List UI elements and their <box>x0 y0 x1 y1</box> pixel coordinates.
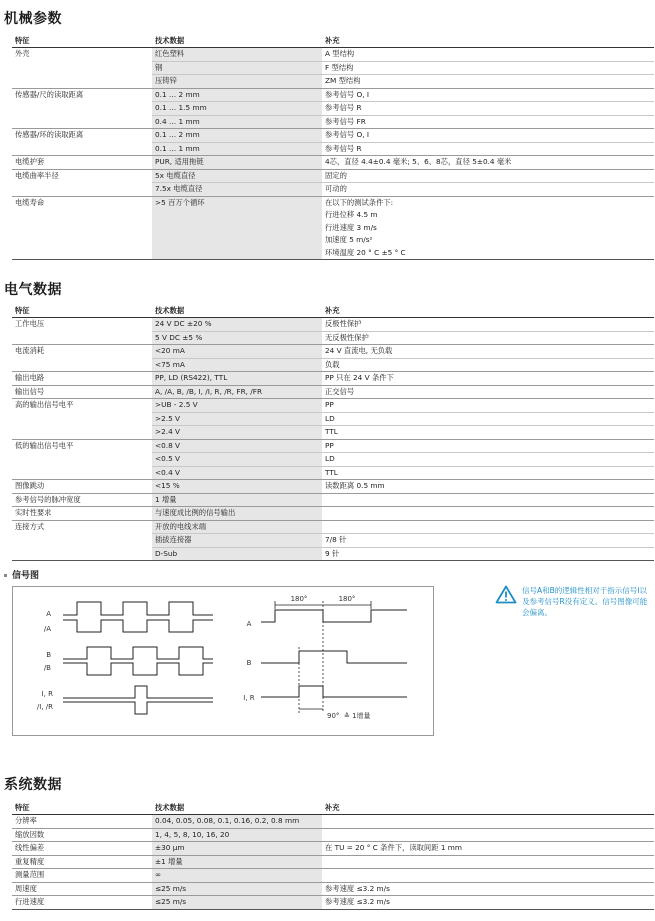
sys-title: 系统数据 <box>4 777 62 793</box>
table-row <box>12 196 654 209</box>
table-cell: 开放的电线末端 <box>152 520 322 534</box>
table-cell: 输出电路 <box>12 372 152 386</box>
table-cell <box>12 247 152 260</box>
table-row <box>12 507 654 521</box>
table-cell: <0.8 V <box>152 439 322 453</box>
table-cell: 反极性保护 <box>325 319 362 328</box>
table-cell: <75 mA <box>152 358 322 372</box>
table-row <box>12 385 654 399</box>
col-header: 补充 <box>322 35 654 48</box>
signal-heading <box>4 568 39 581</box>
table-cell <box>12 183 152 197</box>
table-cell: 压铸锌 <box>152 75 322 89</box>
table-row <box>12 222 654 235</box>
table-cell <box>322 869 654 883</box>
label-i: I, R <box>41 690 53 698</box>
table-row <box>12 318 654 332</box>
table-cell: 低的输出信号电平 <box>12 439 152 453</box>
table-cell <box>12 453 152 467</box>
table-cell <box>12 115 152 129</box>
label-right-b: B <box>246 659 252 667</box>
table-row <box>12 547 654 561</box>
table-cell: 无反极性保护 <box>322 331 654 345</box>
sys-table <box>12 802 654 910</box>
wave-not-i <box>63 702 213 714</box>
table-row <box>12 439 654 453</box>
table-cell: <0.4 V <box>152 466 322 480</box>
table-cell: A 型结构 <box>325 49 355 58</box>
table-cell: PP <box>322 399 654 413</box>
table-cell: 1, 4, 5, 8, 10, 16, 20 <box>152 828 322 842</box>
table-cell: 行进速度 <box>12 896 152 910</box>
wave-right-i <box>261 686 407 697</box>
wave-a <box>63 602 213 615</box>
mech-table <box>12 35 654 260</box>
table-row <box>12 466 654 480</box>
table-cell: 参考信号 O, I <box>322 129 654 143</box>
signal-title: 信号图 <box>12 571 40 581</box>
table-cell: 正交信号 <box>322 385 654 399</box>
table-cell: 可动的 <box>322 183 654 197</box>
table-cell: 行进位移 4.5 m <box>325 210 378 219</box>
sys-rows <box>12 815 654 910</box>
table-cell: LD <box>322 453 654 467</box>
table-row <box>12 129 654 143</box>
table-cell: <20 mA <box>152 345 322 359</box>
table-cell: PP <box>322 439 654 453</box>
table-cell: 传感器/环的读取距离 <box>12 129 152 143</box>
table-cell: 实时性要求 <box>12 507 152 521</box>
table-cell <box>12 75 152 89</box>
table-cell: <0.5 V <box>152 453 322 467</box>
col-header: 补充 <box>322 305 654 318</box>
wave-not-b <box>63 663 213 675</box>
table-cell: ±1 增量 <box>152 855 322 869</box>
deg-label-2: 180° <box>338 595 356 603</box>
col-header: 特征 <box>12 305 152 318</box>
label-not-a: /A <box>43 625 51 633</box>
table-row <box>12 372 654 386</box>
table-cell: 电缆护套 <box>12 156 152 170</box>
table-cell: ≤25 m/s <box>152 882 322 896</box>
table-cell: 图像跳动 <box>12 480 152 494</box>
table-cell: 线性偏差 <box>12 842 152 856</box>
table-cell: 电缆曲率半径 <box>12 169 152 183</box>
deg-label-1: 180° <box>290 595 308 603</box>
table-cell <box>322 520 654 534</box>
table-cell <box>12 412 152 426</box>
table-cell: TTL <box>322 426 654 440</box>
table-cell: 0.1 … 1.5 mm <box>152 102 322 116</box>
table-row <box>12 156 654 170</box>
table-cell <box>12 534 152 548</box>
table-cell: 行进速度 3 m/s <box>325 222 377 232</box>
table-row <box>12 102 654 116</box>
col-header: 技术数据 <box>152 305 322 318</box>
table-row <box>12 247 654 260</box>
wave-i <box>63 686 213 698</box>
table-cell: 高的输出信号电平 <box>12 399 152 413</box>
table-cell: PP, LD (RS422), TTL <box>152 372 322 386</box>
table-row <box>12 882 654 896</box>
mech-title: 机械参数 <box>4 11 62 27</box>
table-cell: 红色塑料 <box>152 48 322 62</box>
table-cell <box>12 209 152 222</box>
table-row <box>12 183 654 197</box>
table-cell: 外壳 <box>15 49 30 58</box>
table-row <box>12 209 654 222</box>
table-cell: 加速度 5 m/s² <box>325 235 373 244</box>
table-cell: 9 针 <box>322 547 654 561</box>
deg-label-3: 90° <box>327 712 340 720</box>
table-cell: 4芯，直径 4.4±0.4 毫米; 5、6、8芯，直径 5±0.4 毫米 <box>322 156 654 170</box>
table-cell: 0.04, 0.05, 0.08, 0.1, 0.16, 0.2, 0.8 mm <box>152 815 322 829</box>
table-cell <box>12 547 152 561</box>
table-cell: 1 增量 <box>152 493 322 507</box>
table-cell: 7/8 针 <box>322 534 654 548</box>
table-cell <box>322 828 654 842</box>
table-cell: 固定的 <box>322 169 654 183</box>
table-row <box>12 399 654 413</box>
wave-not-a <box>63 620 213 632</box>
table-cell: 参考信号 FR <box>322 115 654 129</box>
label-right-i: I, R <box>243 694 255 702</box>
label-not-b: /B <box>43 664 51 672</box>
table-cell: 电流消耗 <box>12 345 152 359</box>
table-cell: 参考信号 R <box>322 142 654 156</box>
wave-right-a <box>261 610 407 622</box>
table-cell: 5x 电缆直径 <box>152 169 322 183</box>
table-cell: >UB - 2.5 V <box>152 399 322 413</box>
table-row <box>12 169 654 183</box>
label-b: B <box>46 651 51 659</box>
col-header: 特征 <box>12 35 152 48</box>
label-a: A <box>46 610 51 618</box>
table-cell: 分辨率 <box>15 816 37 825</box>
table-cell: A, /A, B, /B, I, /I, R, /R, FR, /FR <box>152 385 322 399</box>
label-right-a: A <box>246 620 252 628</box>
table-row <box>12 61 654 75</box>
table-cell: 0.4 … 1 mm <box>152 115 322 129</box>
table-cell <box>322 507 654 521</box>
table-cell: >5 百万个循环 <box>152 196 322 209</box>
table-row <box>12 493 654 507</box>
table-row <box>12 412 654 426</box>
col-header: 技术数据 <box>152 802 322 815</box>
table-cell: PP 只在 24 V 条件下 <box>322 372 654 386</box>
table-cell: ZM 型结构 <box>322 75 654 89</box>
table-row <box>12 480 654 494</box>
table-cell: 24 V DC ±20 % <box>152 318 322 332</box>
table-cell: 0.1 … 1 mm <box>152 142 322 156</box>
col-header: 补充 <box>322 802 654 815</box>
table-cell <box>322 815 654 829</box>
table-cell <box>12 466 152 480</box>
table-cell: 传感器/尺的读取距离 <box>12 88 152 102</box>
signal-diagram <box>12 586 434 736</box>
table-cell <box>152 222 322 235</box>
table-row <box>12 869 654 883</box>
table-cell: TTL <box>322 466 654 480</box>
table-cell: 工作电压 <box>15 319 45 328</box>
table-cell: 参考信号 R <box>322 102 654 116</box>
table-cell: LD <box>322 412 654 426</box>
table-cell: 在以下的测试条件下: <box>322 196 654 209</box>
increment-label: ≙ 1增量 <box>344 712 371 720</box>
warning-icon <box>495 585 517 604</box>
table-cell: ∞ <box>152 869 322 883</box>
table-cell <box>322 855 654 869</box>
table-cell: ±30 µm <box>152 842 322 856</box>
table-cell: 读数距离 0.5 mm <box>322 480 654 494</box>
table-cell: 周速度 <box>12 882 152 896</box>
mech-rows <box>12 48 654 260</box>
table-cell: 缩放因数 <box>12 828 152 842</box>
label-not-i: /I, /R <box>36 703 53 711</box>
table-row <box>12 234 654 247</box>
table-row <box>12 142 654 156</box>
table-cell: 参考信号的脉冲宽度 <box>12 493 152 507</box>
table-row <box>12 331 654 345</box>
table-cell: D-Sub <box>152 547 322 561</box>
table-cell: 钢 <box>152 61 322 75</box>
table-cell: 在 TU = 20 ° C 条件下，读取间距 1 mm <box>322 842 654 856</box>
table-row <box>12 828 654 842</box>
table-row <box>12 115 654 129</box>
table-cell: 参考速度 ≤3.2 m/s <box>322 896 654 910</box>
table-cell <box>12 222 152 235</box>
wave-right-b <box>261 651 407 663</box>
wave-b <box>63 647 213 659</box>
table-cell: 重复精度 <box>12 855 152 869</box>
table-row <box>12 75 654 89</box>
table-cell <box>12 426 152 440</box>
table-cell <box>322 493 654 507</box>
table-row <box>12 88 654 102</box>
signal-note-text: 信号A和B的逻辑性相对于指示信号I以及参考信号R没有定义。信号图像可能会偏离。 <box>522 586 648 617</box>
table-row <box>12 842 654 856</box>
table-row <box>12 534 654 548</box>
col-header: 技术数据 <box>152 35 322 48</box>
elec-rows <box>12 318 654 561</box>
table-cell: 测量范围 <box>12 869 152 883</box>
table-cell: F 型结构 <box>322 61 654 75</box>
table-cell <box>152 209 322 222</box>
table-cell: 0.1 … 2 mm <box>152 88 322 102</box>
table-cell: 与速度成比例的信号输出 <box>152 507 322 521</box>
table-cell: 24 V 直流电, 无负载 <box>322 345 654 359</box>
table-cell: 电缆寿命 <box>12 196 152 209</box>
table-cell <box>12 358 152 372</box>
table-row <box>12 48 654 62</box>
table-cell: 5 V DC ±5 % <box>152 331 322 345</box>
table-cell: ≤25 m/s <box>152 896 322 910</box>
table-cell <box>12 102 152 116</box>
table-cell: 输出信号 <box>12 385 152 399</box>
elec-title: 电气数据 <box>4 282 62 298</box>
table-cell: 7.5x 电缆直径 <box>152 183 322 197</box>
table-row <box>12 345 654 359</box>
table-row <box>12 358 654 372</box>
table-row <box>12 520 654 534</box>
table-cell: >2.5 V <box>152 412 322 426</box>
table-cell: >2.4 V <box>152 426 322 440</box>
table-cell <box>152 234 322 247</box>
table-cell: PUR, 适用拖链 <box>152 156 322 170</box>
table-cell <box>12 331 152 345</box>
table-cell: 参考速度 ≤3.2 m/s <box>322 882 654 896</box>
table-cell <box>12 142 152 156</box>
table-cell: 参考信号 O, I <box>322 88 654 102</box>
col-header: 特征 <box>12 802 152 815</box>
table-row <box>12 815 654 829</box>
table-row <box>12 896 654 910</box>
table-cell: 连接方式 <box>12 520 152 534</box>
table-cell: 负载 <box>322 358 654 372</box>
table-cell: 插拔连接器 <box>152 534 322 548</box>
table-cell: 环境温度 20 ° C ±5 ° C <box>322 247 654 260</box>
table-cell <box>12 61 152 75</box>
table-cell: 0.1 … 2 mm <box>152 129 322 143</box>
table-row <box>12 426 654 440</box>
table-row <box>12 855 654 869</box>
table-row <box>12 453 654 467</box>
table-cell: <15 % <box>152 480 322 494</box>
table-cell <box>12 234 152 247</box>
table-cell <box>152 247 322 260</box>
elec-table <box>12 305 654 561</box>
